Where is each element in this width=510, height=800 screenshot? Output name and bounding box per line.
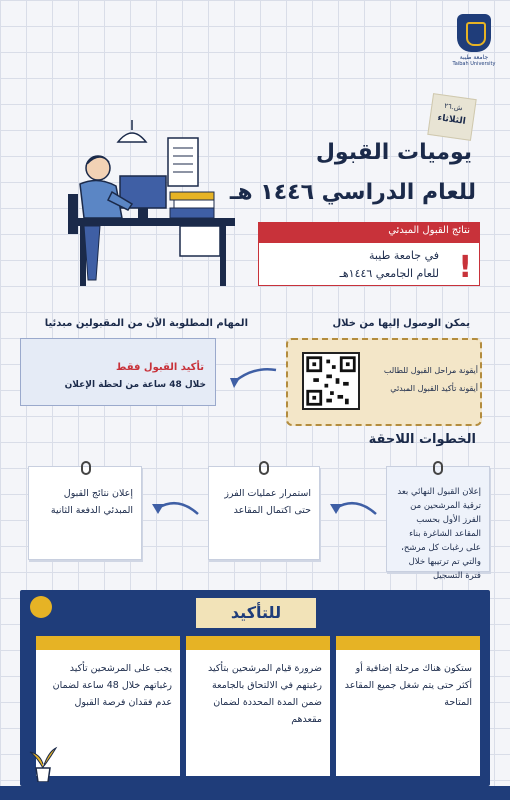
tasks-title: تأكيد القبول فقط (115, 362, 204, 373)
student-at-desk-illustration (40, 120, 240, 290)
banner-line1: في جامعة طيبة (369, 249, 439, 262)
exclamation-icon: ! (458, 250, 472, 285)
curved-arrow-icon (326, 494, 380, 520)
next-steps-heading: الخطوات اللاحقة (368, 432, 476, 447)
logo-arabic: جامعة طيبة (459, 54, 489, 61)
paper-clip-icon (259, 461, 269, 475)
stamp-line2: الثلاثاء (436, 113, 467, 127)
access-item-confirm: أيقونة تأكيد القبول المبدئي (390, 384, 478, 393)
paper-clip-icon (81, 461, 91, 475)
page-title-line2: للعام الدراسي ١٤٤٦ هـ (229, 180, 476, 205)
confirmation-title: للتأكيد (196, 598, 316, 628)
column-header-bar (36, 636, 180, 650)
confirmation-column-3-text: يجب على المرشحين تأكيد رغباتهم خلال 48 ساعة لضمان عدم فقدان فرصة القبول (52, 663, 172, 708)
access-item-stages: أيقونة مراحل القبول للطالب (383, 366, 478, 375)
access-heading: يمكن الوصول إليها من خلال (332, 318, 470, 329)
tasks-text: خلال 48 ساعة من لحظة الإعلان (64, 380, 206, 390)
logo-english: Taibah University (452, 61, 496, 67)
logo-shield-icon (457, 14, 491, 52)
qr-code-icon[interactable] (302, 352, 360, 410)
results-banner-box (258, 242, 480, 286)
confirmation-column-1-text: ستكون هناك مرحلة إضافية أو أكثر حتى يتم شغل جميع المقاعد المتاحة (344, 663, 472, 708)
column-header-bar (186, 636, 330, 650)
page-title-line1: يوميات القبول (315, 140, 472, 165)
tasks-heading: المهام المطلوبة الآن من المقبولين مبدئيا (44, 318, 248, 329)
step-note-3 (28, 466, 142, 560)
list-icon (30, 596, 52, 618)
confirmation-column-2-text: ضرورة قيام المرشحين بتأكيد رغبتهم في الالتحاق بالجامعة ضمن المدة المحددة لضمان مقعدهم (208, 663, 322, 725)
curved-arrow-icon (224, 364, 280, 394)
confirmation-column-2 (186, 636, 330, 776)
date-stamp (427, 93, 476, 141)
column-header-bar (336, 636, 480, 650)
step-note-2-text: استمرار عمليات الفرز حتى اكتمال المقاعد (224, 488, 311, 516)
step-note-2 (208, 466, 320, 560)
confirmation-column-1 (336, 636, 480, 776)
results-banner-header: نتائج القبول المبدئي (258, 222, 480, 242)
curved-arrow-icon (148, 494, 202, 520)
paper-clip-icon (433, 461, 443, 475)
banner-line2: للعام الجامعي ١٤٤٦هـ (339, 267, 439, 280)
university-logo (452, 14, 496, 67)
stamp-line1: ش.٢٦ (443, 101, 464, 113)
step-note-3-text: إعلان نتائج القبول المبدئي الدفعة الثانية (50, 488, 133, 516)
potted-plant-icon (26, 742, 60, 782)
step-note-1 (386, 466, 490, 581)
bottom-band (0, 786, 510, 800)
step-note-1-text: إعلان القبول النهائي بعد ترقية المرشحين من الفرز الأول بحسب المقاعد الشاغرة بناء على رغبات كل مرشح، والتي تم ترتيبها خلال فترة التسجيل (397, 487, 481, 581)
